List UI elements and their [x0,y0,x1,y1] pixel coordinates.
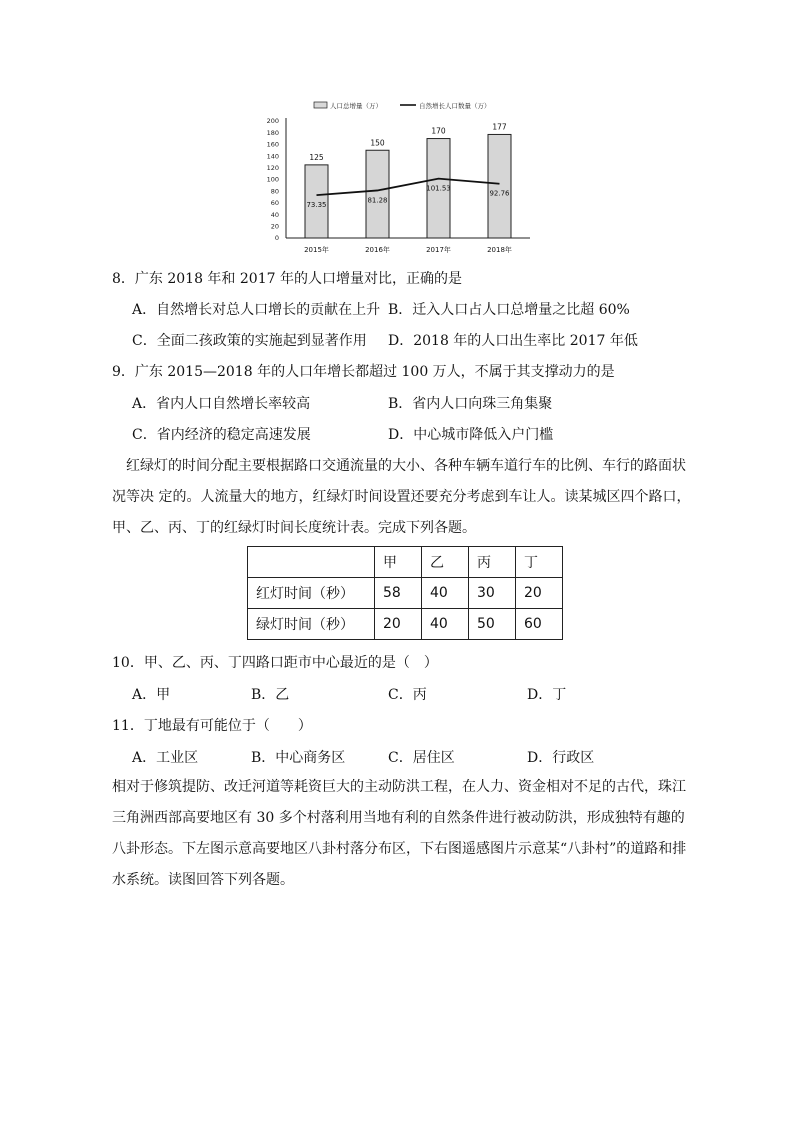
population-chart [258,96,548,261]
table-header-cell: 甲 [375,547,422,578]
table-cell: 20 [516,578,563,609]
q9-option-a: A．省内人口自然增长率较高 [132,396,311,412]
y-tick-label: 80 [270,187,279,196]
q10-option-c: C．丙 [388,687,427,703]
natural-growth-line [317,179,500,195]
table-header-cell: 丁 [516,547,563,578]
x-tick-label: 2017年 [426,246,451,254]
q10-option-a: A．甲 [132,687,171,703]
q10-option-d: D．丁 [527,687,567,703]
bar [488,134,511,238]
y-tick-label: 0 [274,234,279,243]
table-cell: 红灯时间（秒） [248,578,375,609]
q10-stem: 10．甲、乙、丙、丁四路口距市中心最近的是（ ） [112,655,438,671]
q11-option-b: B．中心商务区 [251,750,346,766]
bar [366,150,389,238]
table-header-cell [248,547,375,578]
table-cell: 20 [375,609,422,640]
x-tick-label: 2016年 [365,246,390,254]
legend-line-label: 自然增长人口数量（万） [419,102,491,110]
q8-option-a: A．自然增长对总人口增长的贡献在上升 [132,302,381,318]
table-cell: 40 [422,578,469,609]
x-tick-label: 2018年 [487,246,512,254]
table-cell: 30 [469,578,516,609]
y-tick-label: 140 [266,152,279,161]
q11-option-a: A．工业区 [132,750,199,766]
table-cell: 50 [469,609,516,640]
y-tick-label: 120 [266,164,279,172]
table-row [248,609,563,640]
y-tick-label: 200 [266,117,279,126]
line-value-label: 73.35 [306,201,327,210]
q9-stem: 9．广东 2015—2018 年的人口年增长都超过 100 万人，不属于其支撑动力的是 [112,364,615,380]
q11-stem: 11．丁地最有可能位于（ ） [112,718,312,734]
q11-option-c: C．居住区 [388,750,455,766]
q10-option-b: B．乙 [251,687,290,703]
bar-value-label: 170 [431,126,446,136]
bagua-village-passage: 相对于修筑提防、改迁河道等耗资巨大的主动防洪工程，在人力、资金相对不足的古代，珠江三角洲西部高要地区有 30 多个村落利用当地有利的自然条件进行被动防洪，形成独特有趣的八卦形态。下左图示意高要地区八卦村落分布区，下右图遥感图片示意某“八卦村”的道路和排水系统。读图回答下列各题。 [112,779,687,888]
y-tick-label: 100 [266,175,279,184]
bar-value-label: 125 [309,152,324,162]
table-cell: 40 [422,609,469,640]
table-header-cell: 乙 [422,547,469,578]
table-cell: 绿灯时间（秒） [248,609,375,640]
line-value-label: 92.76 [489,189,510,198]
q9-option-b: B．省内人口向珠三角集聚 [388,396,553,412]
bar-value-label: 177 [492,122,507,132]
q8-stem: 8．广东 2018 年和 2017 年的人口增量对比，正确的是 [112,271,462,287]
line-value-label: 101.53 [426,184,451,193]
traffic-light-table [247,546,563,640]
q9-option-d: D．中心城市降低入户门槛 [388,427,554,443]
y-tick-label: 60 [270,199,279,208]
legend-bar-swatch [314,102,327,108]
y-tick-label: 20 [270,222,279,231]
line-value-label: 81.28 [367,196,388,205]
table-header-cell: 丙 [469,547,516,578]
table-row [248,578,563,609]
q9-option-c: C．省内经济的稳定高速发展 [132,427,311,443]
population-chart-svg [258,96,548,261]
table-cell: 60 [516,609,563,640]
bar-value-label: 150 [370,138,385,148]
legend-bar-label: 人口总增量（万） [330,102,382,110]
table-header-row [248,547,563,578]
y-tick-label: 160 [266,140,279,149]
q8-option-d: D．2018 年的人口出生率比 2017 年低 [388,333,638,349]
y-tick-label: 180 [266,128,279,137]
q8-option-c: C．全面二孩政策的实施起到显著作用 [132,333,367,349]
q11-option-d: D．行政区 [527,750,595,766]
q8-option-b: B．迁入人口占人口总增量之比超 60% [388,302,630,318]
table-cell: 58 [375,578,422,609]
traffic-light-passage: 红绿灯的时间分配主要根据路口交通流量的大小、各种车辆车道行车的比例、车行的路面状况等决 定的。人流量大的地方，红绿灯时间设置还要充分考虑到车让人。读某城区四个路口，甲、乙、丙、丁的红绿灯时间长度统计表。完成下列各题。 [112,458,691,536]
x-tick-label: 2015年 [304,246,329,254]
y-tick-label: 40 [270,210,279,219]
